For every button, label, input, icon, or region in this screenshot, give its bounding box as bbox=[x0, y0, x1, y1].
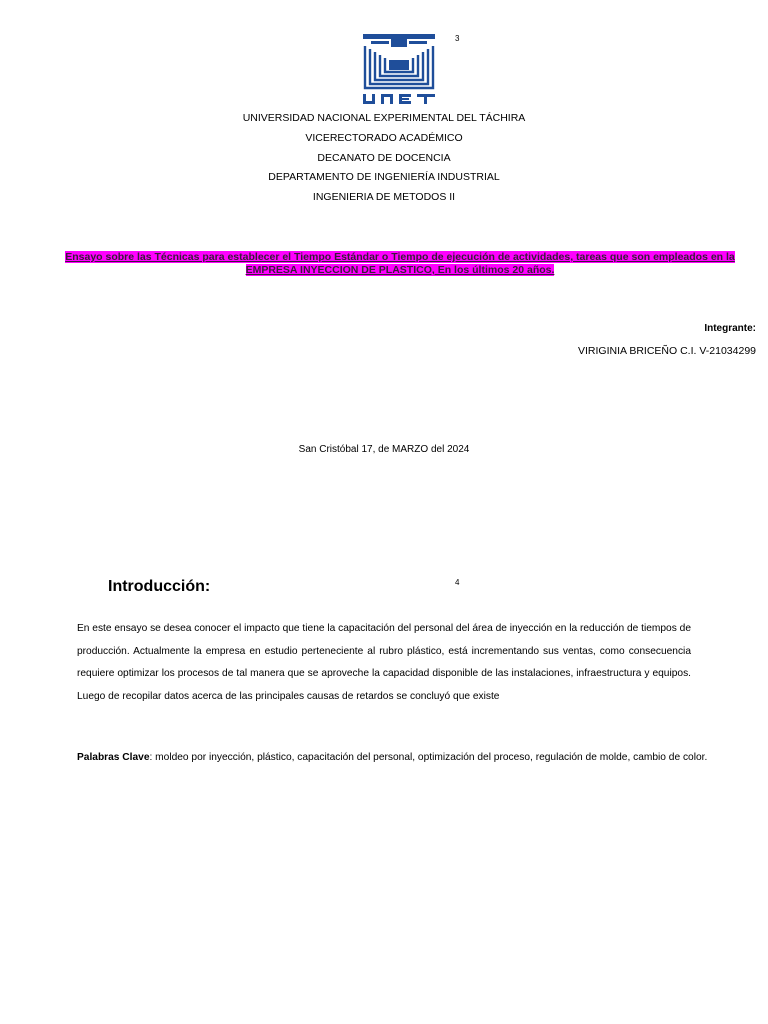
introduction-heading: Introducción: bbox=[108, 578, 211, 595]
decanato: DECANATO DE DOCENCIA bbox=[317, 152, 451, 164]
essay-title-line2: EMPRESA INYECCION DE PLASTICO, En los últimos 20 años. bbox=[245, 264, 555, 276]
introduction-paragraph: En este ensayo se desea conocer el impacto que tiene la capacitación del personal del área de inyección en la reducción de tiempos de producción. Actualmente la empresa en estudio perteneciente al rubro plástico, está incrementando sus ventas, como consecuencia requiere optimizar los procesos de tal manera que se aproveche la capacidad disponible de las instalaciones, infraestructura y equipos. Luego de recopilar datos acerca de las principales causas de retardos se concluyó que existe bbox=[77, 623, 691, 702]
vicerectorado: VICERECTORADO ACADÉMICO bbox=[305, 132, 463, 144]
essay-title-line1: Ensayo sobre las Técnicas para establecer el Tiempo Estándar o Tiempo de ejecución de actividades, tareas que son empleados en la bbox=[65, 251, 735, 263]
members-label: Integrante: bbox=[704, 323, 756, 334]
keywords-text: : moldeo por inyección, plástico, capacitación del personal, optimización del proceso, regulación de molde, cambio de color. bbox=[149, 752, 708, 763]
member-name: VIRIGINIA BRICEÑO C.I. V-21034299 bbox=[578, 345, 756, 357]
page-number: 3 bbox=[455, 34, 460, 43]
course-name: INGENIERIA DE METODOS II bbox=[312, 191, 456, 203]
unet-logo bbox=[361, 32, 437, 106]
essay-title bbox=[62, 251, 738, 277]
page-number-2: 4 bbox=[455, 578, 460, 587]
keywords bbox=[77, 752, 717, 763]
keywords-label: Palabras Clave bbox=[77, 752, 150, 763]
date-line: San Cristóbal 17, de MARZO del 2024 bbox=[298, 444, 470, 455]
department: DEPARTAMENTO DE INGENIERÍA INDUSTRIAL bbox=[268, 171, 500, 183]
university-name: UNIVERSIDAD NACIONAL EXPERIMENTAL DEL TÁCHIRA bbox=[242, 112, 526, 124]
